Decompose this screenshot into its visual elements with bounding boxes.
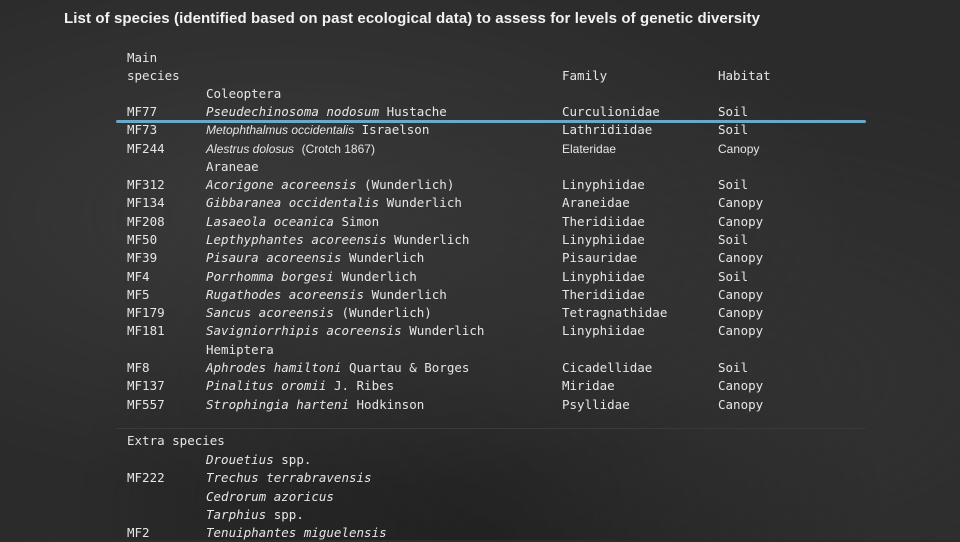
row-code: MF557 [127, 396, 165, 412]
group-coleoptera: Coleoptera [206, 86, 282, 101]
species-author: Wunderlich [371, 286, 447, 302]
row-habitat: Canopy [718, 396, 764, 412]
row-family: Theridiidae [562, 286, 645, 302]
species-author: Wunderlich [341, 268, 417, 284]
extra-species-author: spp. [281, 452, 312, 467]
row-family: Linyphiidae [562, 268, 645, 284]
extra-species-name: Drouetius [206, 452, 274, 467]
row-habitat: Canopy [718, 323, 764, 339]
row-family: Miridae [562, 378, 615, 394]
row-habitat: Canopy [718, 378, 764, 394]
header-main-species-1: Main [127, 50, 158, 65]
extra-species-name: Tarphius [206, 506, 267, 522]
species-name: Pseudechinosoma nodosum [206, 104, 380, 119]
row-habitat: Canopy [718, 305, 764, 321]
species-name: Pisaura acoreensis [206, 250, 342, 266]
species-author: Israelson [361, 122, 430, 137]
row-family: Elateridae [562, 142, 617, 156]
row-habitat: Canopy [718, 142, 760, 156]
row-family: Lathridiidae [562, 122, 653, 137]
row-code: MF8 [127, 360, 150, 375]
row-code: MF50 [127, 231, 158, 247]
row-family: Curculionidae [562, 104, 660, 119]
extra-species-name: Tenuiphantes miguelensis [206, 525, 387, 541]
row-code: MF73 [127, 122, 158, 137]
row-habitat: Soil [718, 104, 749, 119]
species-author: Wunderlich [409, 323, 485, 339]
row-code: MF77 [127, 104, 158, 119]
row-habitat: Canopy [718, 250, 764, 266]
row-family: Cicadellidae [562, 360, 653, 375]
row-family: Araneidae [562, 195, 630, 211]
row-habitat: Canopy [718, 286, 764, 302]
species-name: Gibbaranea occidentalis [206, 195, 380, 211]
extra-species-name: Trechus terrabravensis [206, 470, 372, 486]
species-name: Savigniorrhipis acoreensis [206, 323, 402, 339]
row-code: MF181 [127, 323, 165, 339]
row-habitat: Soil [718, 177, 749, 192]
row-code: MF5 [127, 286, 150, 302]
extra-species-label: Extra species [127, 433, 225, 448]
row-family: Psyllidae [562, 396, 630, 412]
species-author: Hustache [386, 104, 447, 119]
row-code: MF39 [127, 250, 158, 266]
header-habitat: Habitat [718, 68, 771, 83]
group-araneae: Araneae [206, 159, 259, 174]
species-author: J. Ribes [333, 378, 395, 394]
extra-row-code: MF2 [127, 525, 150, 541]
row-code: MF4 [127, 268, 150, 284]
header-family: Family [562, 68, 608, 83]
species-name: Aphrodes hamiltoni [206, 360, 342, 375]
row-habitat: Soil [718, 360, 749, 375]
row-habitat: Soil [718, 268, 749, 284]
species-author: Hodkinson [356, 396, 425, 412]
species-name: Lasaeola oceanica [206, 213, 334, 229]
row-code: MF312 [127, 177, 165, 192]
row-habitat: Soil [718, 122, 749, 137]
row-family: Linyphiidae [562, 323, 645, 339]
species-author: Simon [341, 213, 380, 229]
row-family: Linyphiidae [562, 177, 645, 192]
species-author: (Wunderlich) [364, 177, 455, 192]
species-author: (Wunderlich) [341, 305, 432, 321]
header-main-species-2: species [127, 68, 180, 83]
row-code: MF179 [127, 305, 165, 321]
row-code: MF137 [127, 378, 165, 394]
species-author: (Crotch 1867) [301, 142, 375, 156]
species-name: Strophingia harteni [206, 396, 349, 412]
species-name: Acorigone acoreensis [206, 177, 357, 192]
species-name: Lepthyphantes acoreensis [206, 231, 387, 247]
species-name: Rugathodes acoreensis [206, 286, 365, 302]
species-author: Wunderlich [349, 250, 425, 266]
row-habitat: Canopy [718, 213, 764, 229]
row-habitat: Soil [718, 231, 749, 247]
row-family: Theridiidae [562, 213, 645, 229]
row-habitat: Canopy [718, 195, 764, 211]
row-family: Tetragnathidae [562, 305, 668, 321]
species-author: Quartau & Borges [349, 360, 470, 375]
species-name: Alestrus dolosus [206, 142, 295, 156]
species-name: Sancus acoreensis [206, 305, 334, 321]
slide-title: List of species (identified based on past ecological data) to assess for levels of genetic diversity [64, 10, 761, 27]
row-code: MF134 [127, 195, 165, 211]
species-name: Pinalitus oromii [206, 378, 327, 394]
species-name: Metophthalmus occidentalis [206, 123, 355, 137]
row-code: MF244 [127, 141, 165, 156]
row-family: Pisauridae [562, 250, 638, 266]
species-author: Wunderlich [386, 195, 462, 211]
extra-row-code: MF222 [127, 470, 165, 486]
section-divider [116, 428, 866, 429]
species-author: Wunderlich [394, 231, 470, 247]
species-name: Porrhomma borgesi [206, 268, 334, 284]
row-family: Linyphiidae [562, 231, 645, 247]
group-hemiptera: Hemiptera [206, 342, 274, 357]
extra-species-author: spp. [273, 506, 304, 522]
extra-species-name: Cedrorum azoricus [206, 488, 334, 504]
row-code: MF208 [127, 213, 165, 229]
